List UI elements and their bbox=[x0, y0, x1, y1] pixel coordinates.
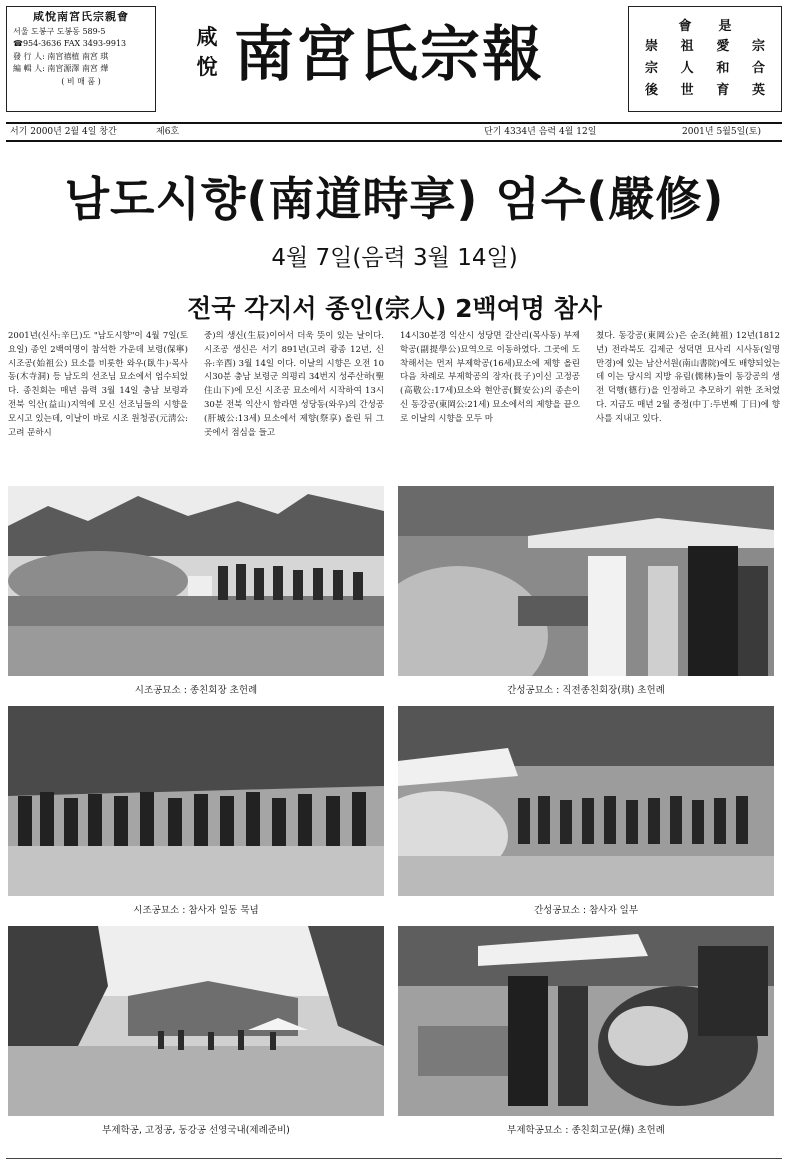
issue-number: 제6호 bbox=[156, 127, 180, 137]
motto-char: 祖 bbox=[680, 39, 694, 54]
motto-heading-right: 是 bbox=[718, 19, 732, 34]
photo-caption: 부제학공, 고정공, 동강공 선영국내(제례준비) bbox=[102, 1125, 290, 1136]
masthead-subtitle-char: 悅 bbox=[196, 54, 218, 79]
publisher-editor: 編 輯 人: 南宮源澤 南宮 燁 bbox=[13, 64, 109, 73]
motto-char: 宗 bbox=[751, 39, 765, 54]
headline: 남도시향(南道時享) 엄수(嚴修) bbox=[64, 172, 725, 226]
article-column-4 bbox=[596, 330, 780, 482]
article-text: 쳤다. 동강공(東岡公)은 순조(純祖) 12년(1812년) 전라북도 김제군 성덕면 묘사리 시사동(일명 만경)에 있는 남산서원(南山書院)에도 배향되었는데 이는 당시의 지방 유림(儒林)들이 동강공의 생전 덕행(德行)을 인정하고 추모하기 위한 조처였다. 지금도 매년 2월 중정(中丁:두번째 丁日)에 향사를 지내고 있다. bbox=[596, 331, 780, 424]
motto-char: 合 bbox=[751, 61, 765, 76]
subheadline-date: 4월 7일(음력 3월 14일) bbox=[271, 245, 518, 271]
motto-heading-left: 會 bbox=[678, 19, 692, 34]
motto-char: 和 bbox=[716, 61, 730, 76]
photo-caption: 시조공묘소 : 참사자 일동 묵념 bbox=[133, 905, 259, 916]
photo-caption: 간성공묘소 : 참사자 일부 bbox=[533, 905, 639, 916]
photo-ceremony-gansong bbox=[398, 486, 774, 676]
motto-char: 崇 bbox=[645, 39, 659, 54]
photo-moment-silence bbox=[8, 706, 384, 896]
photo-preparation bbox=[8, 926, 384, 1116]
masthead-subtitle bbox=[192, 22, 222, 82]
article-text: 2001년(신사:辛巳)도 "남도시향"이 4월 7일(토요일) 종인 2백여명이 참석한 가운데 보령(保寧) 시조공(始祖公) 묘소를 비롯한 와우(臥牛)·목사동(木寺洞) 등 남도의 선조님 묘소에서 엄수되었다. 종친회는 매년 음력 3월 14일 충남 보령과 전북 익산(益山)지역에 모신 선조님들의 시향을 모시고 있는데, 이날이 바로 시조 원청공(元淸公:고려 문하시 bbox=[8, 331, 188, 438]
publisher-info-box bbox=[6, 6, 156, 112]
lunar-date: 단기 4334년 음력 4월 12일 bbox=[484, 127, 597, 137]
publish-date: 2001년 5월5일(토) bbox=[682, 127, 762, 137]
motto-row bbox=[639, 80, 771, 102]
masthead-subtitle-char: 咸 bbox=[196, 24, 218, 49]
motto-char: 世 bbox=[680, 83, 694, 98]
photo-participants bbox=[398, 706, 774, 896]
photo-ceremony-sijo bbox=[8, 486, 384, 676]
motto-heading bbox=[639, 15, 771, 34]
bottom-rule bbox=[6, 1158, 782, 1159]
article-text: 14시30분경 익산시 성당면 갈산리(목사동) 부제학공(副提學公)묘역으로 이동하였다. 그곳에 도착해서는 먼저 부제학공(16세)묘소에 제향 올린 다음 차례로 부제학공의 장자(長子)이신 고정공(高敬公:17세)묘소와 현안공(賢安公)의 종손이신 동강공(東岡公:21세) 묘소에서의 제향을 끝으로 이날의 시향을 모두 마 bbox=[400, 331, 580, 424]
publisher-name: 咸悅南宮氏宗親會 bbox=[33, 11, 129, 23]
motto-box bbox=[628, 6, 782, 112]
publisher-phone: ☎954-3636 FAX 3493-9913 bbox=[13, 39, 127, 48]
dateline-bar bbox=[6, 122, 782, 142]
photo-caption: 시조공묘소 : 종친회장 초헌례 bbox=[134, 685, 258, 696]
motto-row bbox=[639, 36, 771, 58]
masthead-title: 南宮氏宗報 bbox=[234, 20, 544, 90]
founded-date: 서기 2000년 2월 4일 창간 bbox=[10, 127, 117, 137]
publisher-note: ( 비 매 품 ) bbox=[61, 76, 101, 86]
article-column-3 bbox=[400, 330, 580, 482]
photo-caption: 부제학공묘소 : 종친회고문(燁) 초헌례 bbox=[507, 1125, 665, 1136]
article-column-2 bbox=[204, 330, 384, 482]
motto-char: 宗 bbox=[645, 61, 659, 76]
motto-char: 英 bbox=[751, 83, 765, 98]
subheadline: 전국 각지서 종인(宗人) 2백여명 참사 bbox=[187, 294, 602, 323]
publisher-issuer: 發 行 人: 南宮禧植 南宮 琪 bbox=[13, 51, 109, 61]
motto-char: 後 bbox=[645, 83, 659, 98]
article-column-1 bbox=[8, 330, 188, 482]
motto-char: 愛 bbox=[716, 39, 730, 54]
motto-char: 育 bbox=[716, 83, 730, 98]
publisher-address: 서울 도봉구 도봉동 589-5 bbox=[13, 26, 106, 36]
article-text: 중)의 생신(生辰)이어서 더욱 뜻이 있는 날이다. 시조공 생신은 서기 891년(고려 광종 12년, 신유:辛酉) 3월 14일 이다. 이날의 시향은 오전 10시30분 충남 보령군 의평리 34번지 성주산하(聖住山下)에 모신 시조공 묘소에서 시작하여 13시 30분 전북 익산시 함라면 성당동(와우)의 간성공(肝城公:13세) 묘소에서 제향(祭享) 올린 뒤 그곳에서 점심을 들고 bbox=[204, 331, 384, 438]
photo-ceremony-bujehak bbox=[398, 926, 774, 1116]
motto-row bbox=[639, 58, 771, 80]
photo-caption: 간성공묘소 : 직전종친회장(琪) 초헌례 bbox=[507, 685, 665, 696]
motto-char: 人 bbox=[680, 61, 694, 76]
